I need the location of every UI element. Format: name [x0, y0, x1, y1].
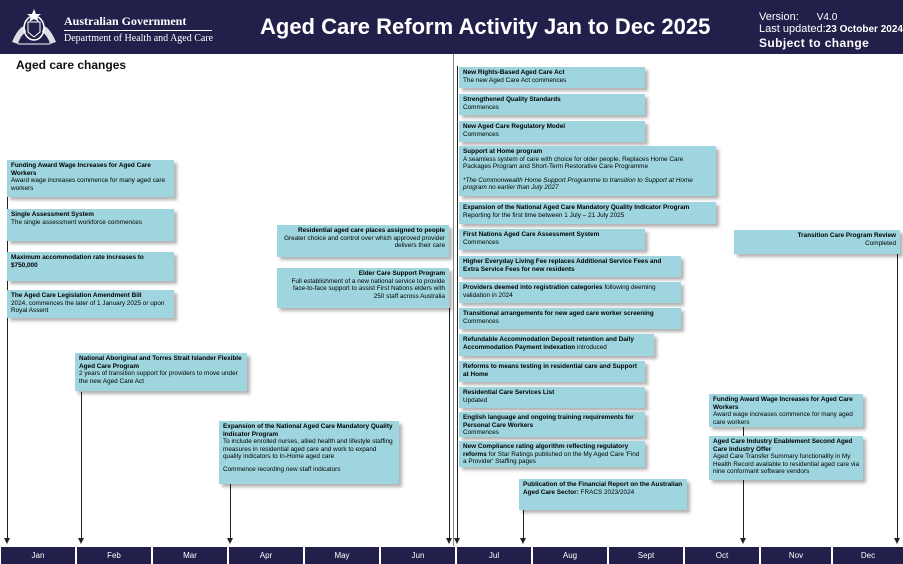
event-title: Residential Care Services List: [463, 389, 555, 396]
event-title: Funding Award Wage Increases for Aged Care Workers: [713, 396, 853, 411]
event-card[interactable]: [75, 353, 247, 391]
subject-to-change: Subject to change: [759, 36, 870, 50]
month-sept: Sept: [609, 547, 683, 564]
updated-label: Last updated:: [759, 23, 826, 35]
event-card[interactable]: [7, 209, 174, 241]
event-card[interactable]: [459, 67, 645, 88]
event-title: New Rights-Based Aged Care Act: [463, 69, 565, 76]
event-text: A seamless system of care with choice for older people. Replaces Home Care Packages Program and Short-Term Restorative Care Programme: [463, 155, 684, 171]
event-title: Strengthened Quality Standards: [463, 96, 561, 103]
version-line: [759, 11, 837, 23]
event-card[interactable]: [459, 387, 645, 408]
month-jun: Jun: [381, 547, 455, 564]
updated-line: [759, 23, 903, 35]
gov-line-1: Australian Government: [64, 14, 187, 28]
event-title: Maximum accommodation rate increases to $750,000: [11, 254, 144, 269]
event-card[interactable]: [7, 252, 174, 281]
timeline-stem-dec: [897, 252, 898, 540]
event-card[interactable]: [459, 121, 645, 142]
month-jul: Jul: [457, 547, 531, 564]
event-card[interactable]: [7, 290, 174, 318]
event-card[interactable]: [7, 160, 174, 197]
event-text: introduced: [577, 343, 607, 351]
event-text: Commences: [463, 238, 499, 246]
event-card[interactable]: [459, 94, 645, 115]
event-text: Full establishment of a new national service to provide face-to-face support to assist First Nations elders with 250 staff across Australia: [291, 277, 445, 300]
event-card[interactable]: [459, 202, 716, 224]
gov-divider: [64, 30, 212, 31]
half-year-divider: [453, 54, 454, 546]
event-text-inline: [523, 481, 683, 496]
event-card[interactable]: [734, 230, 900, 254]
event-card[interactable]: [459, 334, 654, 356]
event-card[interactable]: [277, 225, 449, 257]
event-text: Reporting for the first time between 1 July – 21 July 2025: [463, 211, 625, 219]
event-text: Award wage increases commence for many aged care workers: [713, 411, 853, 426]
event-title: English language and ongoing training requirements for Personal Care Workers: [463, 414, 634, 429]
event-title: New Aged Care Regulatory Model: [463, 123, 566, 130]
event-text: Commences: [463, 429, 499, 437]
month-aug: Aug: [533, 547, 607, 564]
version-label: Version:: [759, 11, 799, 23]
event-text: The new Aged Care Act commences: [463, 76, 567, 84]
page-title: Aged Care Reform Activity Jan to Dec 2025: [260, 14, 711, 39]
month-dec: Dec: [833, 547, 903, 564]
event-title: Transition Care Program Review: [797, 232, 896, 239]
month-feb: Feb: [77, 547, 151, 564]
commonwealth-crest-icon: [8, 6, 60, 48]
event-title: Expansion of the National Aged Care Mandatory Quality Indicator Program: [463, 204, 690, 211]
month-oct: Oct: [685, 547, 759, 564]
arrow-dec-icon: [894, 538, 900, 544]
event-text-inline: [463, 336, 650, 351]
version-value: V4.0: [816, 12, 838, 23]
month-mar: Mar: [153, 547, 227, 564]
timeline-stem-apr: [230, 484, 231, 540]
arrow-jun-icon: [446, 538, 452, 544]
event-note: *The Commonwealth Home Support Programme to transition to Support at Home program no earlier than July 2027: [463, 176, 693, 192]
event-title: Residential aged care places assigned to people: [297, 227, 445, 234]
header-bar: [0, 0, 903, 54]
event-text-inline: [463, 284, 677, 299]
event-card[interactable]: [459, 256, 681, 277]
event-title: Refundable Accommodation Deposit retention and Daily Accommodation Payment indexation: [463, 336, 634, 351]
event-text: Greater choice and control over which approved provider delivers their care: [284, 234, 445, 250]
event-text: for Star Ratings published on the My Aged Care 'Find a Provider' Staffing pages: [463, 450, 640, 466]
timeline-stem-jul: [457, 66, 458, 540]
month-apr: Apr: [229, 547, 303, 564]
event-title: Publication of the Financial Report on the Australian Aged Care Sector:: [523, 481, 683, 496]
event-title: Funding Award Wage Increases for Aged Care Workers: [11, 162, 151, 177]
event-title: Providers deemed into registration categories: [463, 284, 603, 291]
event-card[interactable]: [709, 394, 863, 427]
event-text: Commences: [463, 317, 499, 325]
event-title: Expansion of the National Aged Care Mandatory Quality Indicator Program: [223, 423, 393, 438]
event-card[interactable]: [459, 361, 645, 382]
arrow-apr-icon: [227, 538, 233, 544]
arrow-feb-icon: [78, 538, 84, 544]
event-card[interactable]: [709, 436, 863, 480]
event-title: The Aged Care Legislation Amendment Bill: [11, 292, 142, 299]
event-card[interactable]: [459, 229, 645, 250]
event-text: To include enrolled nurses, allied health and lifestyle staffing measures in residential aged care and work to expand quality indicators to In-Home aged care: [223, 438, 393, 461]
event-text-2: Commence recording new staff indicators: [223, 465, 341, 473]
event-text: Updated: [463, 396, 488, 404]
event-card[interactable]: [459, 282, 681, 303]
event-title: Elder Care Support Program: [358, 270, 445, 277]
event-text: FRACS 2023/2024: [580, 488, 635, 496]
updated-value: 23 October 2024: [825, 24, 903, 35]
event-card[interactable]: [459, 308, 681, 329]
event-text: Aged Care Transfer Summary functionality in My Health Record available to residential aged care via nine conformant software vendors: [713, 453, 860, 476]
event-card[interactable]: [459, 412, 645, 437]
event-text: following deeming validation in 2024: [463, 284, 656, 299]
event-card[interactable]: [459, 441, 645, 467]
gov-line-2: Department of Health and Aged Care: [64, 33, 214, 44]
month-jan: Jan: [1, 547, 75, 564]
timeline-stem-jun: [449, 308, 450, 540]
event-title: Higher Everyday Living Fee replaces Additional Service Fees and Extra Service Fees for new residents: [463, 258, 662, 273]
event-text: 2 years of transition support for providers to move under the new Aged Care Act: [79, 370, 238, 385]
event-title: Reforms to means testing in residential care and Support at Home: [463, 363, 638, 378]
event-title: Aged Care Industry Enablement Second Aged Care Industry Offer: [713, 438, 853, 453]
event-text: 2024, commences the later of 1 January 2025 or upon Royal Assent: [11, 299, 165, 315]
event-card[interactable]: [277, 268, 449, 308]
event-title: National Aboriginal and Torres Strait Islander Flexible Aged Care Program: [79, 355, 242, 370]
event-card[interactable]: [519, 479, 687, 510]
event-text: Award wage increases commence for many aged care workers: [11, 177, 166, 192]
timeline-stem-feb: [81, 392, 82, 540]
arrow-aug-icon: [520, 538, 526, 544]
event-title: Support at Home program: [463, 148, 543, 155]
month-nov: Nov: [761, 547, 831, 564]
event-card[interactable]: [219, 421, 399, 484]
event-title: Transitional arrangements for new aged care worker screening: [463, 310, 654, 317]
event-title: New Compliance rating algorithm reflecting regulatory reforms: [463, 443, 629, 458]
event-title: First Nations Aged Care Assessment System: [463, 231, 600, 238]
arrow-jul-icon: [454, 538, 460, 544]
event-card[interactable]: [459, 146, 716, 196]
month-may: May: [305, 547, 379, 564]
event-text: Completed: [865, 239, 896, 247]
event-text: The single assessment workforce commences: [11, 218, 143, 226]
event-title: Single Assessment System: [11, 211, 94, 218]
section-title: Aged care changes: [16, 58, 127, 72]
event-text: Commences: [463, 130, 499, 138]
event-text-inline: [463, 443, 641, 466]
timeline-stem-aug: [523, 510, 524, 540]
arrow-oct-icon: [740, 538, 746, 544]
arrow-jan-icon: [4, 538, 10, 544]
event-text: Commences: [463, 103, 499, 111]
